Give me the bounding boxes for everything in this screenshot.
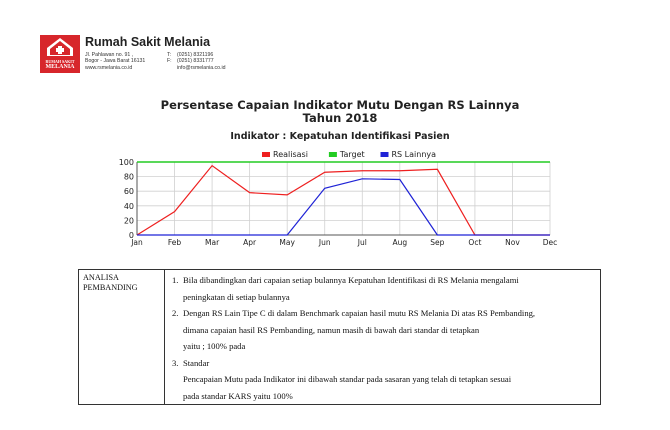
item-text: pada standar KARS yaitu 100% (183, 390, 293, 401)
analysis-item-1 (172, 272, 594, 305)
x-tick-label: Dec (542, 238, 558, 247)
item-text: Dengan RS Lain Tipe C di dalam Benchmark capaian hasil mutu RS Melania Di atas RS Pembanding, (183, 308, 536, 318)
fax-number: (0251) 8331777 (177, 58, 214, 65)
item-text: Standar (183, 357, 210, 368)
x-tick-label: Oct (468, 238, 482, 247)
y-tick-label: 60 (123, 187, 134, 197)
item-number: 3. (172, 357, 179, 368)
item-text: yaitu ; 100% pada (183, 341, 246, 351)
fax-label: F: (167, 58, 172, 65)
y-tick-label: 20 (123, 216, 134, 226)
item-number: 2. (172, 308, 179, 318)
x-tick-label: Apr (243, 238, 257, 247)
y-tick-label: 0 (128, 231, 134, 240)
legend-label: Target (339, 150, 365, 159)
chart-subtitle: Indikator : Kepatuhan Identifikasi Pasien (230, 131, 450, 142)
x-tick-label: Sep (430, 238, 445, 247)
legend-swatch (262, 152, 270, 157)
analysis-item-2 (172, 305, 594, 355)
analysis-label-line1: ANALISA (83, 273, 119, 282)
legend-swatch (329, 152, 337, 157)
phone-label: T: (167, 52, 172, 58)
series-line-realisasi (137, 166, 550, 235)
x-tick-label: Jan (131, 238, 143, 247)
series-line-rs-lainnya (137, 179, 550, 235)
x-tick-label: Feb (167, 238, 182, 247)
analysis-label-cell (79, 270, 165, 404)
chart-title-line1: Persentase Capaian Indikator Mutu Dengan RS Lainnya (160, 98, 520, 112)
logo-text-bottom: MELANIA (45, 64, 75, 70)
legend-swatch (381, 152, 389, 157)
address-line-2: Bogor - Jawa Barat 16131 (85, 58, 146, 65)
x-tick-label: May (279, 238, 295, 247)
website: www.rsmelania.co.id (85, 64, 133, 71)
item-number: 1. (172, 275, 179, 285)
x-tick-label: Nov (505, 238, 520, 247)
address-line-1: Jl. Pahlawan no. 91 , (85, 52, 134, 58)
legend-label: RS Lainnya (391, 150, 437, 159)
item-text: Bila dibandingkan dari capaian setiap bulannya Kepatuhan Identifikasi di RS Melania mengalami (183, 275, 519, 285)
analysis-body-cell (166, 270, 600, 404)
y-tick-label: 100 (118, 158, 134, 167)
hospital-name: Rumah Sakit Melania (85, 35, 211, 49)
analysis-item-3 (172, 355, 594, 405)
x-tick-label: Mar (205, 238, 220, 247)
logo-text-top: RUMAH SAKIT (45, 59, 75, 64)
y-tick-label: 80 (123, 172, 134, 182)
phone-number: (0251) 8321196 (177, 52, 214, 58)
chart-title-line2: Tahun 2018 (302, 111, 378, 125)
item-text: dimana capaian hasil RS Pembanding, namun masih di bawah dari standar di tetapkan (183, 324, 480, 335)
x-tick-label: Jun (318, 238, 331, 247)
legend-label: Realisasi (273, 150, 308, 159)
email: info@rsmelania.co.id (177, 64, 226, 71)
analysis-table (78, 269, 601, 405)
x-tick-label: Aug (392, 238, 408, 247)
x-tick-label: Jul (357, 238, 367, 247)
item-text: peningkatan di setiap bulannya (183, 291, 290, 302)
analysis-label-line2: PEMBANDING (83, 283, 138, 292)
item-text: Pencapaian Mutu pada Indikator ini dibawah standar pada sasaran yang telah di tetapkan sesuai (183, 374, 512, 384)
y-tick-label: 40 (123, 201, 134, 211)
